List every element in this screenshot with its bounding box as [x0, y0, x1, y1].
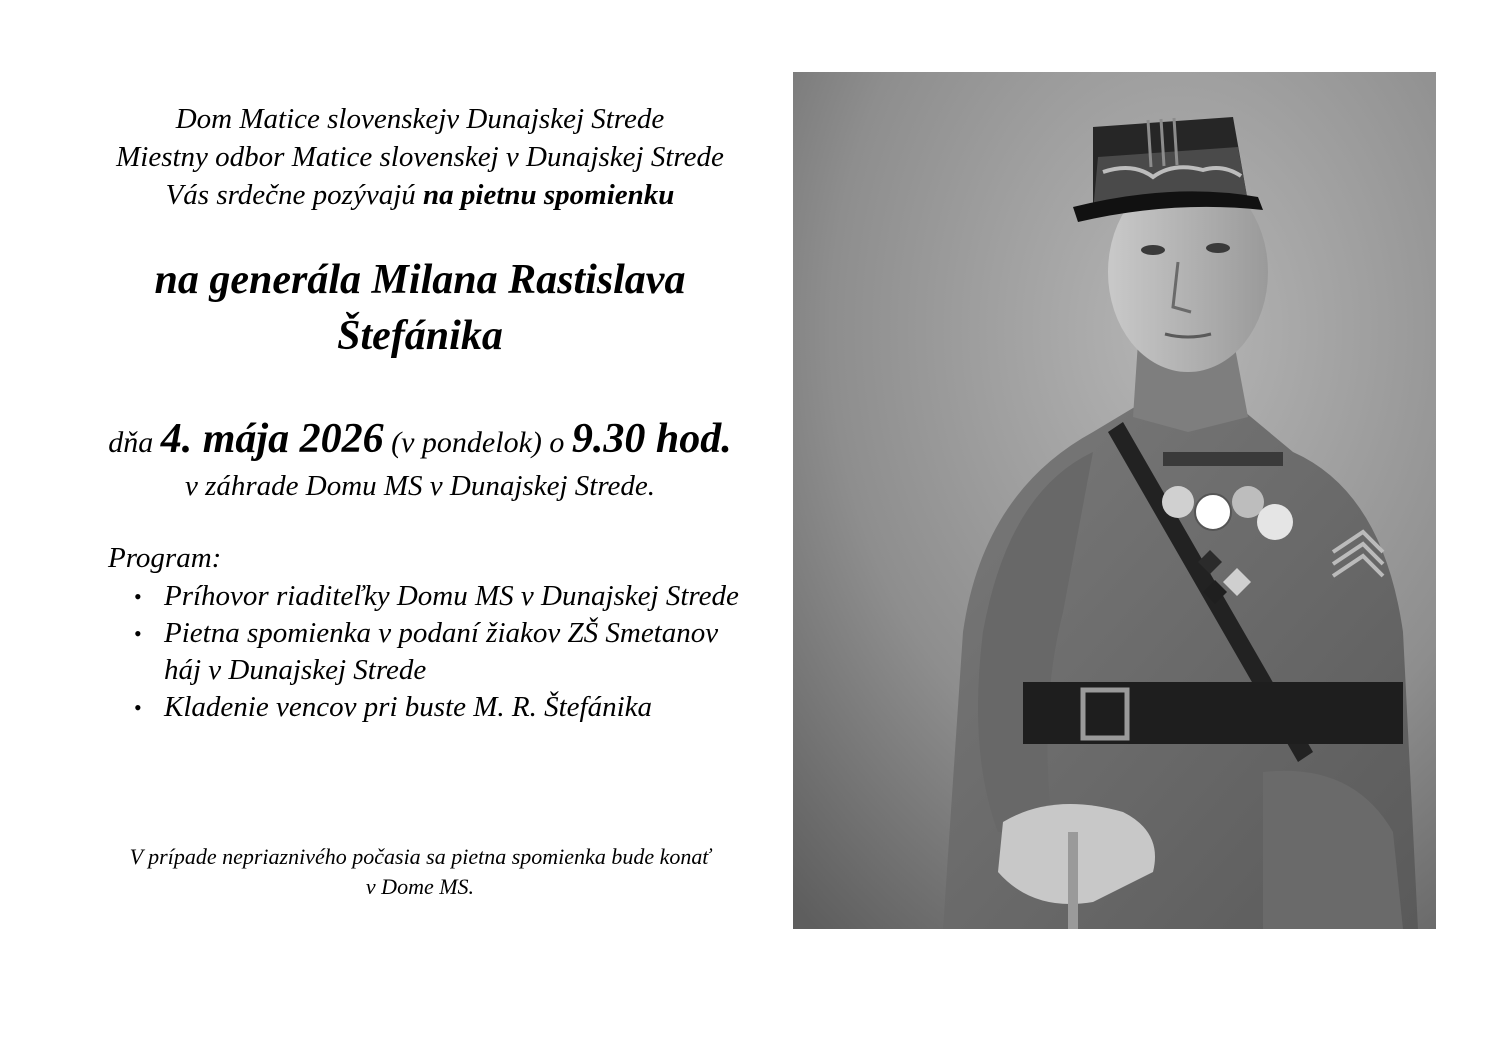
- event-title-line-1: na generála Milana Rastislava: [154, 257, 686, 303]
- program-item: [132, 689, 752, 726]
- event-time: 9.30 hod.: [571, 416, 732, 462]
- event-date: 4. mája 2026: [160, 416, 384, 462]
- general-portrait-photo: [793, 72, 1436, 929]
- invitation-emphasis: na pietnu spomienku: [423, 179, 675, 211]
- organizer-line-1: Dom Matice slovenskejv Dunajskej Strede: [175, 103, 665, 135]
- program-list: [132, 578, 752, 726]
- bullet-icon: •: [134, 621, 142, 646]
- belt: [1023, 682, 1403, 744]
- bullet-icon: •: [134, 695, 142, 720]
- event-title: [60, 252, 780, 364]
- bullet-icon: •: [134, 584, 142, 609]
- invitation-intro: [60, 100, 780, 214]
- event-date-line: [40, 415, 800, 463]
- weather-note-line-2: v Dome MS.: [365, 874, 475, 899]
- program-item-text: Príhovor riaditeľky Domu MS v Dunajskej Strede: [164, 580, 739, 612]
- portrait-illustration: [793, 72, 1436, 929]
- event-weekday: (v pondelok) o: [383, 426, 572, 459]
- program-item-text: Pietna spomienka v podaní žiakov ZŠ Smetanov háj v Dunajskej Strede: [164, 617, 719, 686]
- invitation-line: [60, 176, 780, 214]
- invitation-text: Vás srdečne pozývajú: [165, 179, 424, 211]
- weather-note-line-1: V prípade nepriaznivého počasia sa pietna spomienka bude konať: [129, 844, 711, 869]
- program-item: [132, 578, 752, 615]
- program-heading: Program:: [108, 542, 222, 574]
- organizer-line-2: Miestny odbor Matice slovenskej v Dunajskej Strede: [116, 141, 724, 173]
- event-place: v záhrade Domu MS v Dunajskej Strede.: [184, 470, 656, 502]
- date-prefix: dňa: [108, 426, 161, 459]
- program-item-text: Kladenie vencov pri buste M. R. Štefánika: [164, 691, 653, 723]
- event-title-line-2: Štefánika: [337, 313, 503, 359]
- weather-note: [60, 842, 780, 902]
- program-item: [132, 615, 752, 689]
